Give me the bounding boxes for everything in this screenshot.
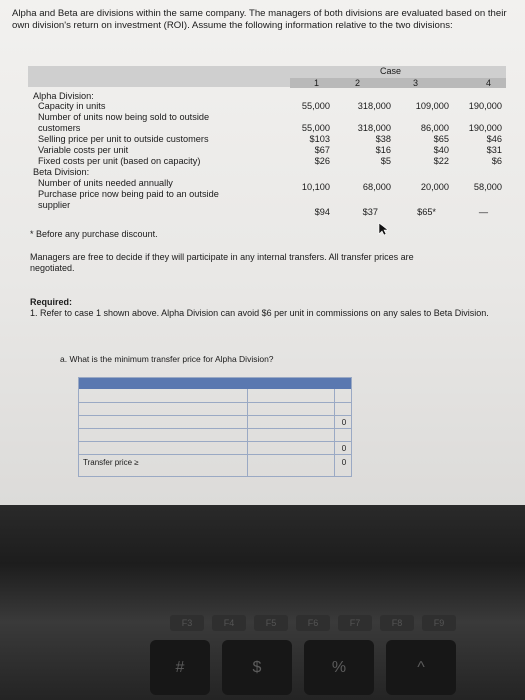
cell-fixed-cost-2: $5 (380, 156, 391, 166)
cell-units-needed-1: 10,100 (301, 182, 330, 192)
answer-row-divider (79, 402, 351, 403)
cell-selling-price-1: $103 (309, 134, 330, 144)
row-label-purchase-price-1: Purchase price now being paid to an outside (38, 189, 219, 199)
required-item: 1. Refer to case 1 shown above. Alpha Division can avoid $6 per unit in commissions on any sales to Beta Division. (30, 308, 489, 318)
key-f6: F6 (296, 615, 330, 631)
key-f8: F8 (380, 615, 414, 631)
answer-row-divider (79, 428, 351, 429)
cell-units-sold-4: 190,000 (468, 123, 502, 133)
column-4: 4 (486, 78, 492, 88)
cell-units-sold-2: 318,000 (357, 123, 391, 133)
answer-col-divider (334, 389, 335, 476)
key-f3: F3 (170, 615, 204, 631)
answer-value-3: 0 (341, 458, 347, 467)
cell-capacity-3: 109,000 (415, 101, 449, 111)
cell-units-sold-1: 55,000 (301, 123, 330, 133)
transfer-price-label: Transfer price ≥ (83, 458, 139, 467)
key-f4: F4 (212, 615, 246, 631)
cell-variable-cost-4: $31 (486, 145, 502, 155)
cell-units-sold-3: 86,000 (420, 123, 449, 133)
cell-selling-price-4: $46 (486, 134, 502, 144)
cell-capacity-4: 190,000 (468, 101, 502, 111)
cell-units-needed-2: 68,000 (362, 182, 391, 192)
row-label-alpha: Alpha Division: (33, 91, 94, 101)
column-3: 3 (413, 78, 419, 88)
answer-value-1: 0 (341, 418, 347, 427)
cell-capacity-1: 55,000 (301, 101, 330, 111)
row-label-fixed-costs: Fixed costs per unit (based on capacity) (38, 156, 201, 166)
cell-purchase-price-3: $65* (417, 207, 436, 217)
cell-capacity-2: 318,000 (357, 101, 391, 111)
key-f9: F9 (422, 615, 456, 631)
cell-selling-price-3: $65 (433, 134, 449, 144)
key-caret: ^ (386, 640, 456, 695)
cell-units-needed-4: 58,000 (473, 182, 502, 192)
cell-fixed-cost-3: $22 (433, 156, 449, 166)
row-label-selling-price: Selling price per unit to outside customers (38, 134, 209, 144)
row-label-capacity: Capacity in units (38, 101, 106, 111)
row-label-beta: Beta Division: (33, 167, 90, 177)
cell-purchase-price-2: $37 (362, 207, 378, 217)
answer-row-divider (79, 454, 351, 455)
row-label-purchase-price-2: supplier (38, 200, 71, 210)
answer-row-divider (79, 415, 351, 416)
cell-variable-cost-3: $40 (433, 145, 449, 155)
key-f5: F5 (254, 615, 288, 631)
answer-row-divider (79, 441, 351, 442)
answer-value-2: 0 (341, 444, 347, 453)
row-label-units-sold-2: customers (38, 123, 81, 133)
managers-note: Managers are free to decide if they will participate in any internal transfers. All transfer prices are negotiated. (30, 252, 414, 273)
column-1: 1 (314, 78, 320, 88)
cell-purchase-price-1: $94 (314, 207, 330, 217)
answer-table-header (79, 378, 351, 389)
row-label-units-needed: Number of units needed annually (38, 178, 173, 188)
laptop-keyboard (0, 505, 525, 700)
key-hash: # (150, 640, 210, 695)
cell-purchase-price-4: — (478, 207, 488, 217)
cell-selling-price-2: $38 (375, 134, 391, 144)
required-title: Required: (30, 297, 73, 307)
column-number-band (290, 78, 506, 88)
intro-text: Alpha and Beta are divisions within the same company. The managers of both divisions are evaluated based on their own division's return on investment (ROI). Assume the following information relative to the two divisions: (12, 8, 507, 31)
question-a: a. What is the minimum transfer price for Alpha Division? (60, 354, 274, 364)
row-label-variable-costs: Variable costs per unit (38, 145, 129, 155)
key-percent: % (304, 640, 374, 695)
row-label-units-sold-1: Number of units now being sold to outside (38, 112, 210, 122)
cell-fixed-cost-1: $26 (314, 156, 330, 166)
key-dollar: $ (222, 640, 292, 695)
mouse-cursor-icon (378, 222, 388, 236)
cell-variable-cost-2: $16 (375, 145, 391, 155)
answer-table (78, 377, 352, 477)
footnote: * Before any purchase discount. (30, 229, 158, 239)
cell-fixed-cost-4: $6 (491, 156, 502, 166)
case-header: Case (380, 66, 402, 76)
answer-col-divider (247, 389, 248, 476)
cell-units-needed-3: 20,000 (420, 182, 449, 192)
key-f7: F7 (338, 615, 372, 631)
column-2: 2 (355, 78, 361, 88)
cell-variable-cost-1: $67 (314, 145, 330, 155)
